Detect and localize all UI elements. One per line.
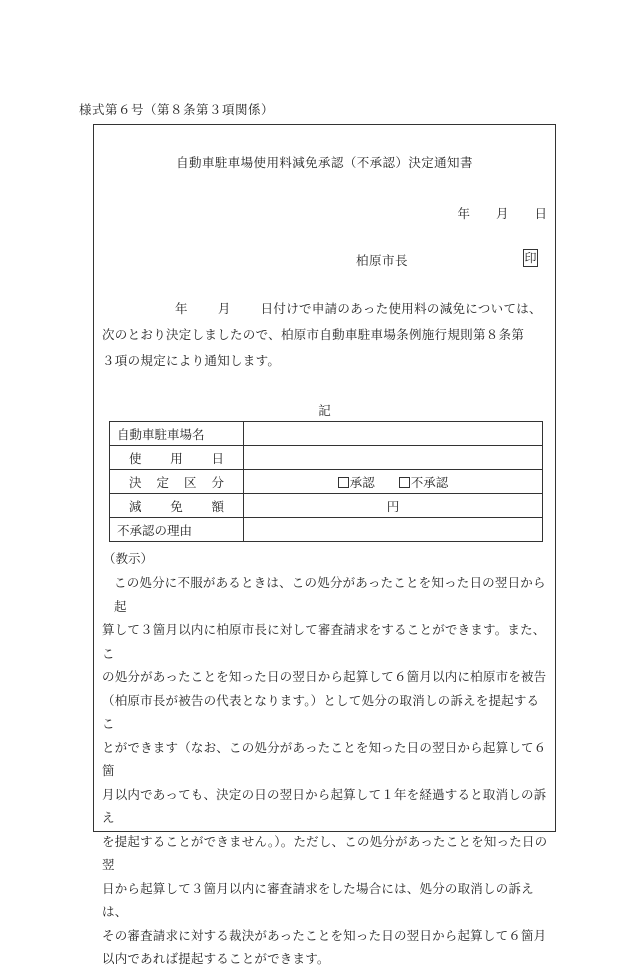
notice-heading: （教示） — [103, 551, 154, 566]
notice-paragraph — [102, 571, 550, 971]
table-row — [110, 518, 543, 542]
row-value-decision — [244, 470, 543, 494]
notice-line: 算して３箇月以内に柏原市長に対して審査請求をすることができます。また、こ — [102, 622, 546, 661]
approve-checkbox[interactable] — [338, 477, 349, 488]
reject-checkbox[interactable] — [399, 477, 410, 488]
date-day: 日 — [534, 206, 547, 221]
row-label-reduction-amount: 減 免 額 — [110, 494, 244, 518]
row-label-rejection-reason: 不承認の理由 — [110, 518, 244, 542]
issuer-name: 柏原市長 — [356, 253, 409, 268]
notice-line: 日から起算して３箇月以内に審査請求をした場合には、処分の取消しの訴えは、 — [102, 880, 534, 919]
notice-frame — [93, 124, 556, 966]
date-line — [457, 204, 547, 222]
body-line-2: 次のとおり決定しましたので、柏原市自動車駐車場条例施行規則第８条第 — [102, 327, 525, 342]
notice-line: を提起することができません。）。ただし、この処分があったことを知った日の翌 — [102, 833, 548, 872]
row-value-usage-date — [244, 446, 543, 470]
details-table — [109, 421, 543, 542]
approve-label: 承認 — [349, 474, 375, 490]
notice-line: 以内であれば提起することができます。 — [102, 951, 330, 966]
seal-mark: 印 — [524, 251, 537, 265]
notice-line: （柏原市長が被告の代表となります。）として処分の取消しの訴えを提起するこ — [102, 692, 540, 731]
notice-line: その審査請求に対する裁決があったことを知った日の翌日から起算して６箇月 — [102, 927, 547, 943]
table-row — [110, 422, 543, 446]
notice-line: 月以内であっても、決定の日の翌日から起算して１年を経過すると取消しの訴え — [102, 786, 547, 825]
notice-line: の処分があったことを知った日の翌日から起算して６箇月以内に柏原市を被告 — [102, 669, 547, 684]
row-label-parking-name: 自動車駐車場名 — [110, 422, 244, 446]
reject-label: 不承認 — [410, 474, 449, 490]
table-row — [110, 470, 543, 494]
date-year: 年 — [457, 206, 470, 221]
row-label-usage-date: 使 用 日 — [110, 446, 244, 470]
notice-line: とができます（なお、この処分があったことを知った日の翌日から起算して６箇 — [102, 739, 547, 778]
row-value-parking-name — [244, 422, 543, 446]
body-line-3: ３項の規定により通知します。 — [102, 353, 281, 368]
table-row — [110, 446, 543, 470]
row-value-rejection-reason — [244, 518, 543, 542]
document-title: 自動車駐車場使用料減免承認（不承認）決定通知書 — [176, 155, 473, 170]
row-label-decision: 決 定 区 分 — [110, 470, 244, 494]
notice-line: この処分に不服があるときは、この処分があったことを知った日の翌日から起 — [114, 575, 546, 614]
body-paragraph — [102, 296, 550, 374]
row-value-reduction-amount: 円 — [244, 494, 543, 518]
table-row — [110, 494, 543, 518]
date-month: 月 — [495, 206, 509, 221]
form-caption: 様式第６号（第８条第３項関係） — [79, 102, 275, 117]
ki-heading: 記 — [318, 403, 331, 418]
body-line-1: 年 月 日付けで申請のあった使用料の減免については、 — [175, 301, 542, 316]
